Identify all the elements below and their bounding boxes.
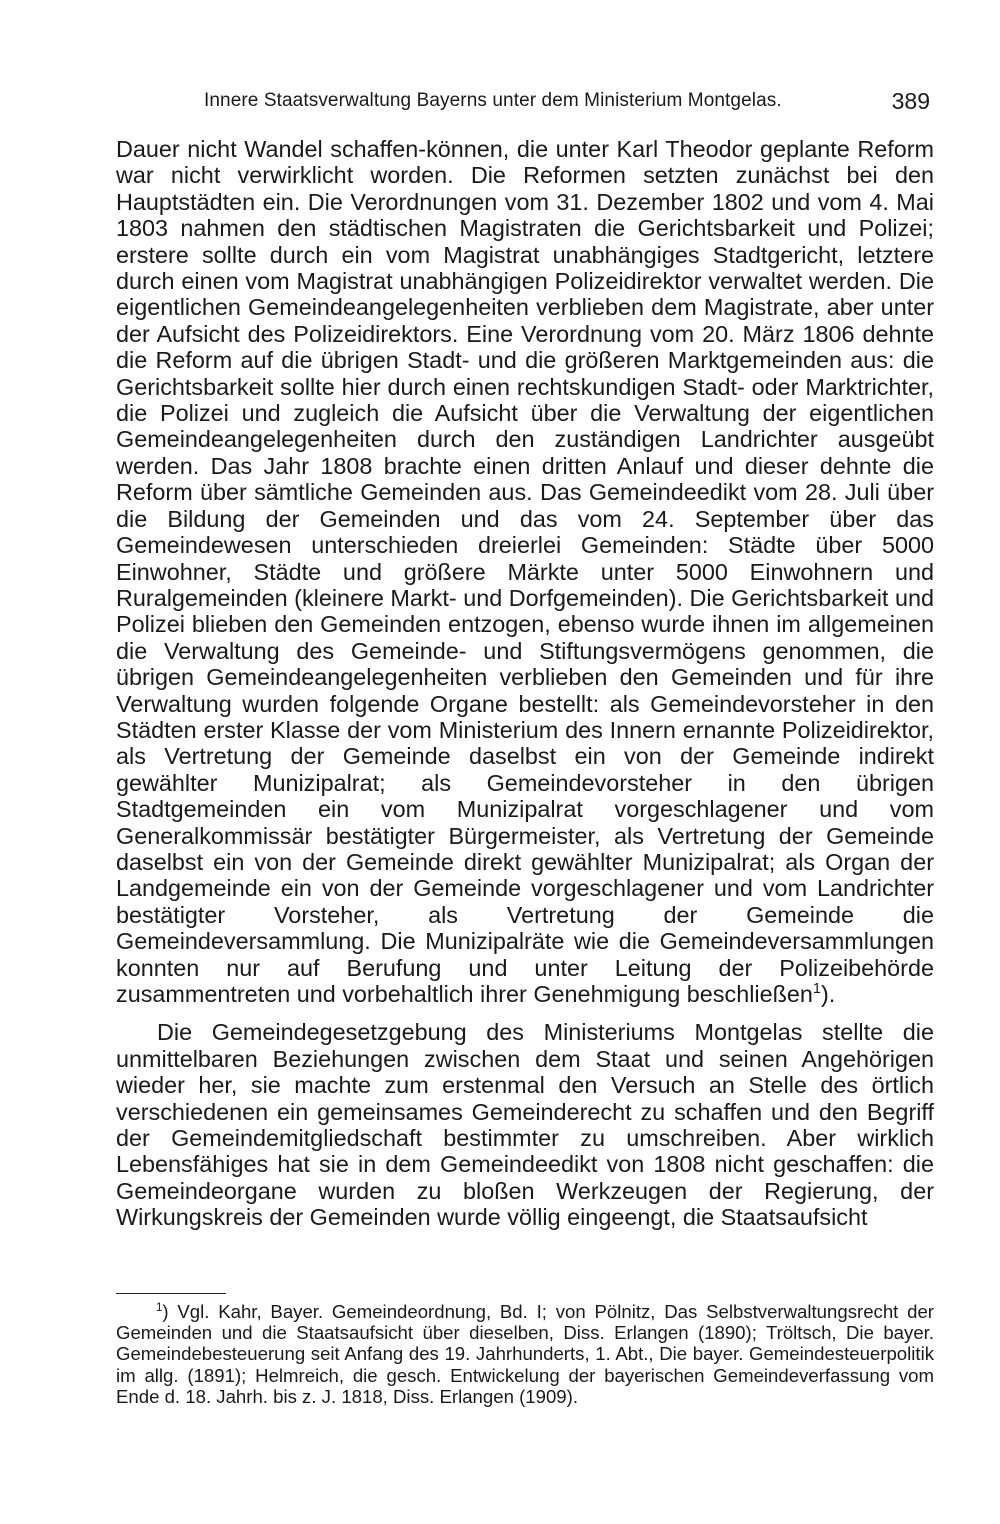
paragraph-text: Dauer nicht Wandel schaffen-können, die unter Karl Theodor geplante Reform war nicht verwirklicht worden. Die Reformen setzten zunächst bei den Hauptstädten ein. Die Verordnungen vom 31. Dezember 1802 und vom 4. Mai 1803 nahmen den städtischen Magistraten die Gerichtsbarkeit und Polizei; erstere sollte durch ein vom Magistrat unabhängiges Stadtgericht, letztere durch einen vom Magistrat unabhängigen Polizeidirektor verwaltet werden. Die eigentlichen Gemeindeangelegenheiten verblieben dem Magistrate, aber unter der Aufsicht des Polizeidirektors. Eine Verordnung vom 20. März 1806 dehnte die Reform auf die übrigen Stadt- und die größeren Marktgemeinden aus: die Gerichtsbarkeit sollte hier durch einen rechtskundigen Stadt- oder Marktrichter, die Polizei und zugleich die Aufsicht über die Verwaltung der eigentlichen Gemeindeangelegenheiten durch den zuständigen Landrichter ausgeübt werden. Das Jahr 1808 brachte einen dritten Anlauf und dieser dehnte die Reform über sämtliche Gemeinden aus. Das Gemeindeedikt vom 28. Juli über die Bildung der Gemeinden und das vom 24. September über das Gemeindewesen unterschieden dreierlei Gemeinden: Städte über 5000 Einwohner, Städte und größere Märkte unter 5000 Einwohnern und Ruralgemeinden (kleinere Markt- und Dorfgemeinden). Die Gerichtsbarkeit und Polizei blieben den Gemeinden entzogen, ebenso wurde ihnen im allgemeinen die Verwaltung des Gemeinde- und Stiftungsvermögens genommen, die übrigen Gemeindeangelegenheiten verblieben den Gemeinden und für ihre Verwaltung wurden folgende Organe bestellt: als Gemeindevorsteher in den Städten erster Klasse der vom Ministerium des Innern ernannte Polizeidirektor, als Vertretung der Gemeinde daselbst ein von der Gemeinde indirekt gewählter Munizipalrat; als Gemeindevorsteher in den übrigen Stadtgemeinden ein vom Munizipalrat vorgeschlagener und vom Generalkommissär bestätigter Bürgermeister, als Vertretung der Gemeinde daselbst ein von der Gemeinde direkt gewählter Munizipalrat; als Organ der Landgemeinde ein von der Gemeinde vorgeschlagener und vom Landrichter bestätigter Vorsteher, als Vertretung der Gemeinde die Gemeindeversammlung. Die Munizipalräte wie die Gemeindeversammlungen konnten nur auf Berufung und unter Leitung der Polizeibehörde zusammentreten und vorbehaltlich ihrer Genehmigung beschließen [116, 136, 934, 1007]
running-header [116, 90, 936, 118]
paragraph-text: Die Gemeindegesetzgebung des Ministeriums Montgelas stellte die unmittelbaren Beziehungen zwischen dem Staat und seinen Angehörigen wieder her, sie machte zum erstenmal den Versuch an Stelle des örtlich verschiedenen ein gemeinsames Gemeinderecht zu schaffen und den Begriff der Gemeindemitgliedschaft bestimmter zu umschreiben. Aber wirklich Lebensfähiges hat sie in dem Gemeindeedikt von 1808 nicht geschaffen: die Gemeindeorgane wurden zu bloßen Werkzeugen der Regierung, der Wirkungskreis der Gemeinden wurde völlig eingeengt, die Staatsaufsicht [116, 1019, 934, 1231]
page-number: 389 [891, 88, 930, 114]
footnote-marker-paren: ) [162, 1301, 169, 1322]
footnote [116, 1301, 934, 1407]
footnote-text: Vgl. Kahr, Bayer. Gemeindeordnung, Bd. I; von Pölnitz, Das Selbstverwaltungsrecht der Gemeinden und die Staatsaufsicht über dieselben, Diss. Erlangen (1890); Tröltsch, Die bayer. Gemeindebesteuerung seit Anfang des 19. Jahrhunderts, 1. Abt., Die bayer. Gemeindesteuerpolitik im allg. (1891); Helmreich, die gesch. Entwickelung der bayerischen Gemeindeverfassung vom Ende d. 18. Jahrh. bis z. J. 1818, Diss. Erlangen (1909). [116, 1301, 934, 1407]
footnote-reference: 1 [812, 981, 821, 998]
footnote-marker: 1 [156, 1301, 163, 1314]
footnote-separator [116, 1293, 226, 1294]
paragraph [116, 136, 934, 1007]
paragraph-tail: ). [821, 981, 836, 1007]
running-title: Innere Staatsverwaltung Bayerns unter dem Ministerium Montgelas. [204, 90, 782, 111]
main-text [116, 136, 934, 1231]
paragraph [116, 1019, 934, 1230]
